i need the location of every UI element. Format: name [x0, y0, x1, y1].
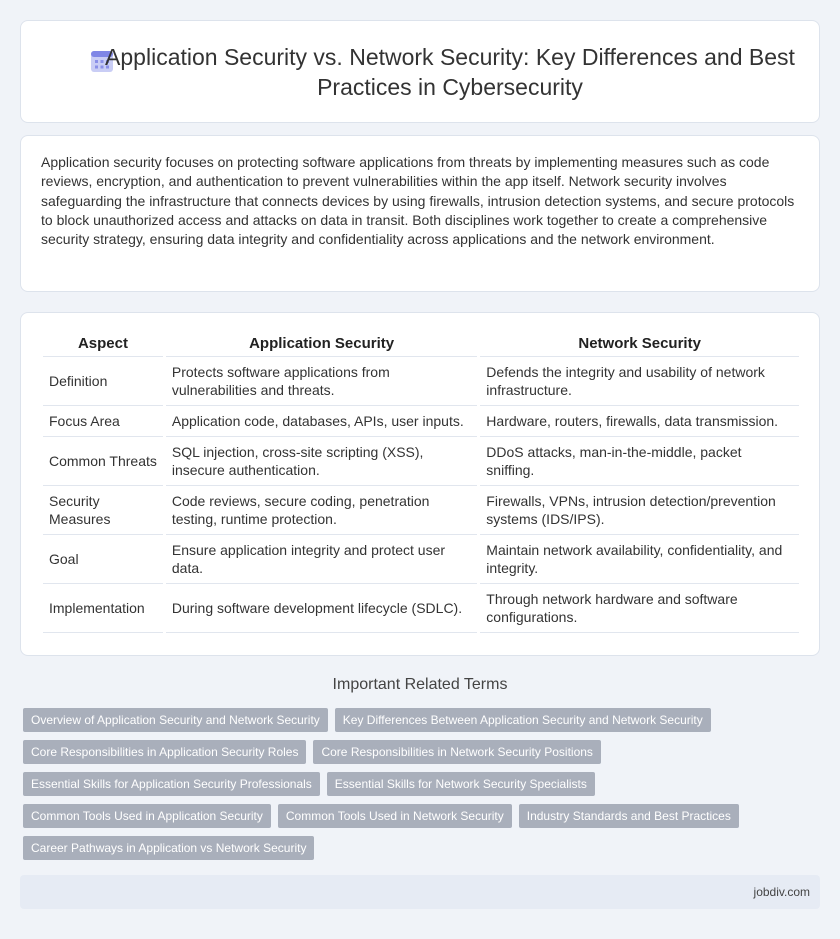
- column-header-network-security: Network Security: [480, 333, 799, 357]
- related-term-tag[interactable]: Core Responsibilities in Network Security Positions: [313, 740, 600, 764]
- row-application-security: Application code, databases, APIs, user inputs.: [166, 406, 477, 437]
- row-network-security: Defends the integrity and usability of network infrastructure.: [480, 357, 799, 406]
- related-term-tag[interactable]: Core Responsibilities in Application Security Roles: [23, 740, 306, 764]
- row-application-security: Protects software applications from vulnerabilities and threats.: [166, 357, 477, 406]
- row-network-security: Maintain network availability, confidentiality, and integrity.: [480, 535, 799, 584]
- header-card: [20, 20, 820, 123]
- row-application-security: During software development lifecycle (SDLC).: [166, 584, 477, 633]
- related-term-tag[interactable]: Common Tools Used in Application Security: [23, 804, 271, 828]
- footer-site-name[interactable]: jobdiv.com: [753, 885, 810, 899]
- related-term-tag[interactable]: Key Differences Between Application Security and Network Security: [335, 708, 711, 732]
- table-header-row: [43, 333, 799, 357]
- row-aspect: Definition: [43, 357, 163, 406]
- row-aspect: Common Threats: [43, 437, 163, 486]
- related-terms-heading: Important Related Terms: [332, 676, 508, 693]
- table-row: [43, 486, 799, 535]
- column-header-aspect: Aspect: [43, 333, 163, 357]
- column-header-application-security: Application Security: [166, 333, 477, 357]
- table-row: [43, 357, 799, 406]
- row-network-security: DDoS attacks, man-in-the-middle, packet sniffing.: [480, 437, 799, 486]
- row-network-security: Through network hardware and software configurations.: [480, 584, 799, 633]
- intro-card: [20, 135, 820, 292]
- footer: [20, 875, 820, 909]
- row-aspect: Focus Area: [43, 406, 163, 437]
- row-application-security: SQL injection, cross-site scripting (XSS), insecure authentication.: [166, 437, 477, 486]
- related-term-tag[interactable]: Overview of Application Security and Network Security: [23, 708, 328, 732]
- table-row: [43, 535, 799, 584]
- related-term-tag[interactable]: Common Tools Used in Network Security: [278, 804, 512, 828]
- row-aspect: Security Measures: [43, 486, 163, 535]
- table-row: [43, 584, 799, 633]
- table-row: [43, 437, 799, 486]
- row-network-security: Hardware, routers, firewalls, data transmission.: [480, 406, 799, 437]
- related-term-tag[interactable]: Essential Skills for Application Security Professionals: [23, 772, 320, 796]
- related-term-tag[interactable]: Industry Standards and Best Practices: [519, 804, 739, 828]
- intro-paragraph: Application security focuses on protecting software applications from threats by implementing measures such as code reviews, encryption, and authentication to prevent vulnerabilities within the app itself. Network security involves safeguarding the infrastructure that connects devices by using firewalls, intrusion detection systems, and secure protocols to block unauthorized access and attacks on data in transit. Both disciplines work together to create a comprehensive security strategy, ensuring data integrity and confidentiality across applications and the network environment.: [41, 154, 795, 248]
- related-term-tag[interactable]: Essential Skills for Network Security Specialists: [327, 772, 595, 796]
- row-network-security: Firewalls, VPNs, intrusion detection/prevention systems (IDS/IPS).: [480, 486, 799, 535]
- table-row: [43, 406, 799, 437]
- related-terms-list: [23, 708, 823, 868]
- row-aspect: Goal: [43, 535, 163, 584]
- comparison-table: [43, 333, 799, 633]
- comparison-table-card: [20, 312, 820, 656]
- page-title: Application Security vs. Network Security: Key Differences and Best Practices in Cybersecurity: [105, 43, 795, 100]
- related-term-tag[interactable]: Career Pathways in Application vs Network Security: [23, 836, 314, 860]
- row-application-security: Code reviews, secure coding, penetration testing, runtime protection.: [166, 486, 477, 535]
- row-application-security: Ensure application integrity and protect user data.: [166, 535, 477, 584]
- row-aspect: Implementation: [43, 584, 163, 633]
